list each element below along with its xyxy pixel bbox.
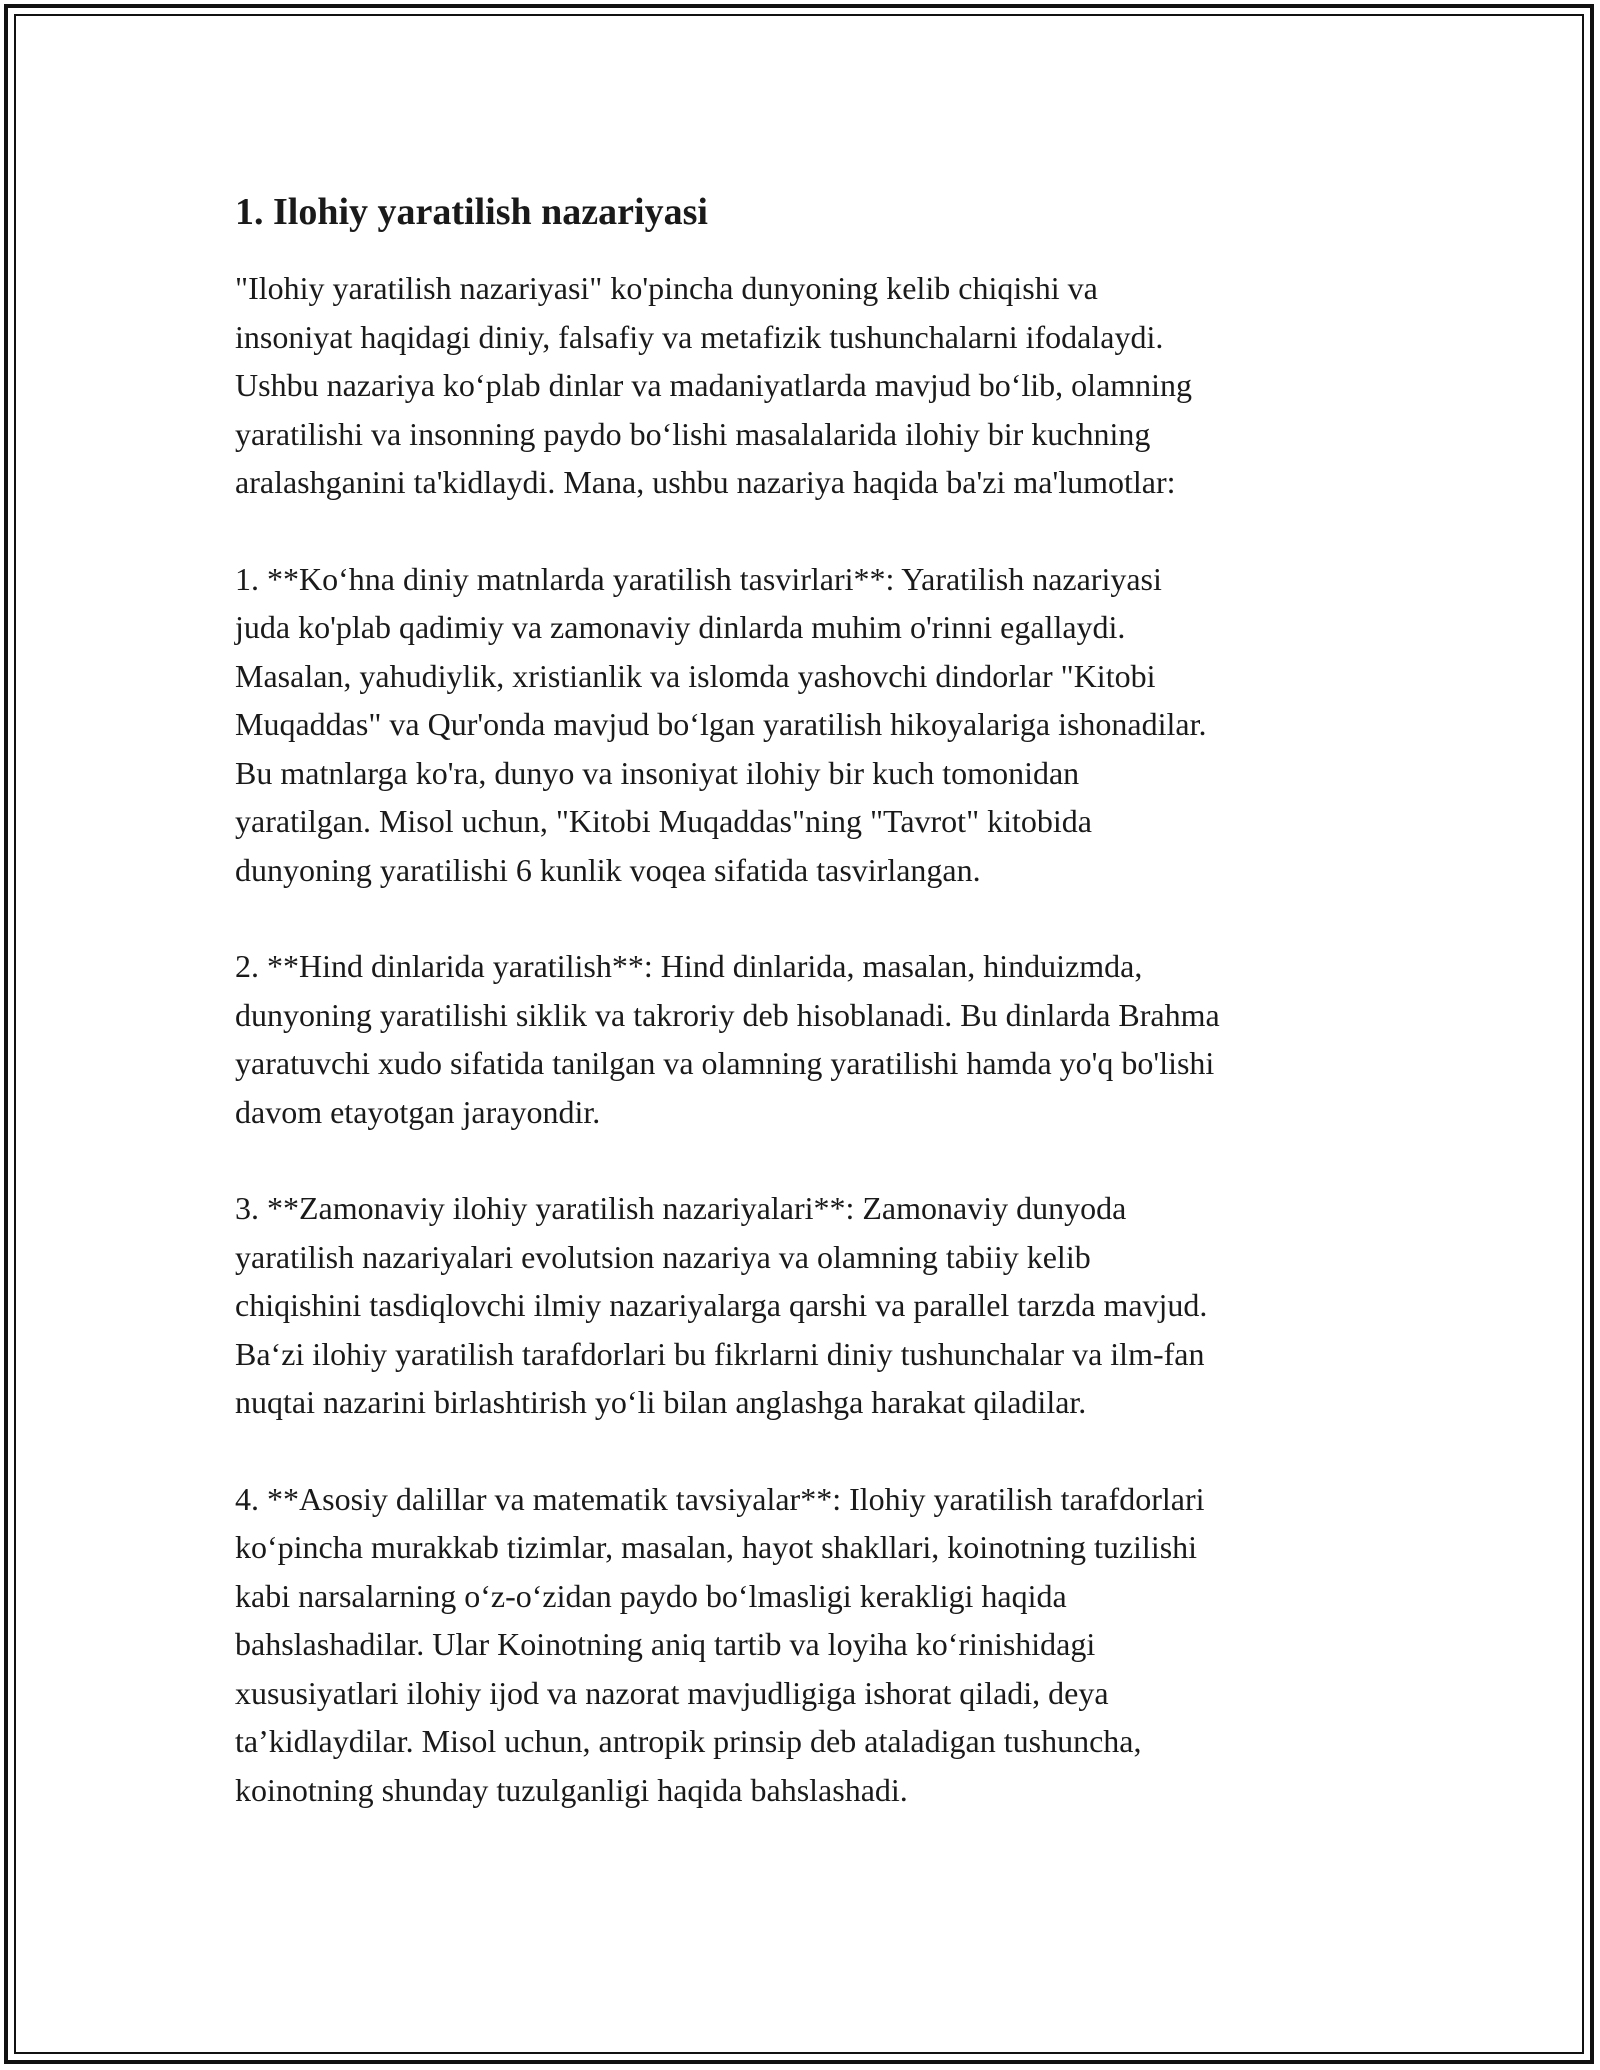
- text-line: kabi narsalarning o‘z-o‘zidan paydo bo‘lmasligi kerakligi haqida: [235, 1577, 1067, 1614]
- text-line: 1. **Ko‘hna diniy matnlarda yaratilish tasvirlari**: Yaratilish nazariyasi: [235, 560, 1162, 597]
- text-line: xususiyatlari ilohiy ijod va nazorat mavjudligiga ishorat qiladi, deya: [235, 1674, 1109, 1711]
- paragraph-item-2: [235, 942, 1370, 1136]
- text-line: "Ilohiy yaratilish nazariyasi" ko'pincha dunyoning kelib chiqishi va: [235, 270, 1098, 306]
- text-line: juda ko'plab qadimiy va zamonaviy dinlarda muhim o'rinni egallaydi.: [235, 609, 1126, 645]
- document-title: 1. Ilohiy yaratilish nazariyasi: [235, 191, 708, 233]
- text-line: koinotning shunday tuzulganligi haqida bahslashadi.: [235, 1771, 908, 1808]
- text-line: Ba‘zi ilohiy yaratilish tarafdorlari bu fikrlarni diniy tushunchalar va ilm-fan: [235, 1335, 1205, 1372]
- text-line: Masalan, yahudiylik, xristianlik va islomda yashovchi dindorlar "Kitobi: [235, 657, 1156, 694]
- paragraph-item-4: [235, 1475, 1370, 1815]
- paragraph-item-3: [235, 1184, 1370, 1427]
- text-line: chiqishini tasdiqlovchi ilmiy nazariyalarga qarshi va parallel tarzda mavjud.: [235, 1287, 1208, 1323]
- paragraph-item-1: [235, 555, 1370, 895]
- text-line: yaratuvchi xudo sifatida tanilgan va olamning yaratilishi hamda yo'q bo'lishi: [235, 1045, 1215, 1081]
- text-line: dunyoning yaratilishi siklik va takroriy deb hisoblanadi. Bu dinlarda Brahma: [235, 996, 1220, 1033]
- text-line: nuqtai nazarini birlashtirish yo‘li bilan anglashga harakat qiladilar.: [235, 1384, 1087, 1420]
- document-body: [235, 186, 1370, 1862]
- text-line: davom etayotgan jarayondir.: [235, 1093, 601, 1130]
- text-line: bahslashadilar. Ular Koinotning aniq tartib va loyiha ko‘rinishidagi: [235, 1626, 1096, 1662]
- text-line: Muqaddas" va Qur'onda mavjud bo‘lgan yaratilish hikoyalariga ishonadilar.: [235, 706, 1207, 742]
- text-line: aralashganini ta'kidlaydi. Mana, ushbu nazariya haqida ba'zi ma'lumotlar:: [235, 464, 1176, 500]
- text-line: dunyoning yaratilishi 6 kunlik voqea sifatida tasvirlangan.: [235, 851, 981, 888]
- text-line: 2. **Hind dinlarida yaratilish**: Hind dinlarida, masalan, hinduizmda,: [235, 948, 1143, 984]
- text-line: Bu matnlarga ko'ra, dunyo va insoniyat ilohiy bir kuch tomonidan: [235, 754, 1080, 791]
- intro-paragraph: [235, 264, 1370, 507]
- text-line: Ushbu nazariya ko‘plab dinlar va madaniyatlarda mavjud bo‘lib, olamning: [235, 367, 1193, 403]
- text-line: ko‘pincha murakkab tizimlar, masalan, hayot shakllari, koinotning tuzilishi: [235, 1529, 1198, 1565]
- text-line: ta’kidlaydilar. Misol uchun, antropik prinsip deb ataladigan tushuncha,: [235, 1723, 1142, 1759]
- text-line: insoniyat haqidagi diniy, falsafiy va metafizik tushunchalarni ifodalaydi.: [235, 318, 1164, 355]
- text-line: 3. **Zamonaviy ilohiy yaratilish nazariyalari**: Zamonaviy dunyoda: [235, 1190, 1127, 1226]
- text-line: yaratilgan. Misol uchun, "Kitobi Muqaddas"ning "Tavrot" kitobida: [235, 803, 1092, 839]
- text-line: 4. **Asosiy dalillar va matematik tavsiyalar**: Ilohiy yaratilish tarafdorlari: [235, 1480, 1205, 1517]
- text-line: yaratilishi va insonning paydo bo‘lishi masalalarida ilohiy bir kuchning: [235, 415, 1151, 452]
- text-line: yaratilish nazariyalari evolutsion nazariya va olamning tabiiy kelib: [235, 1238, 1091, 1275]
